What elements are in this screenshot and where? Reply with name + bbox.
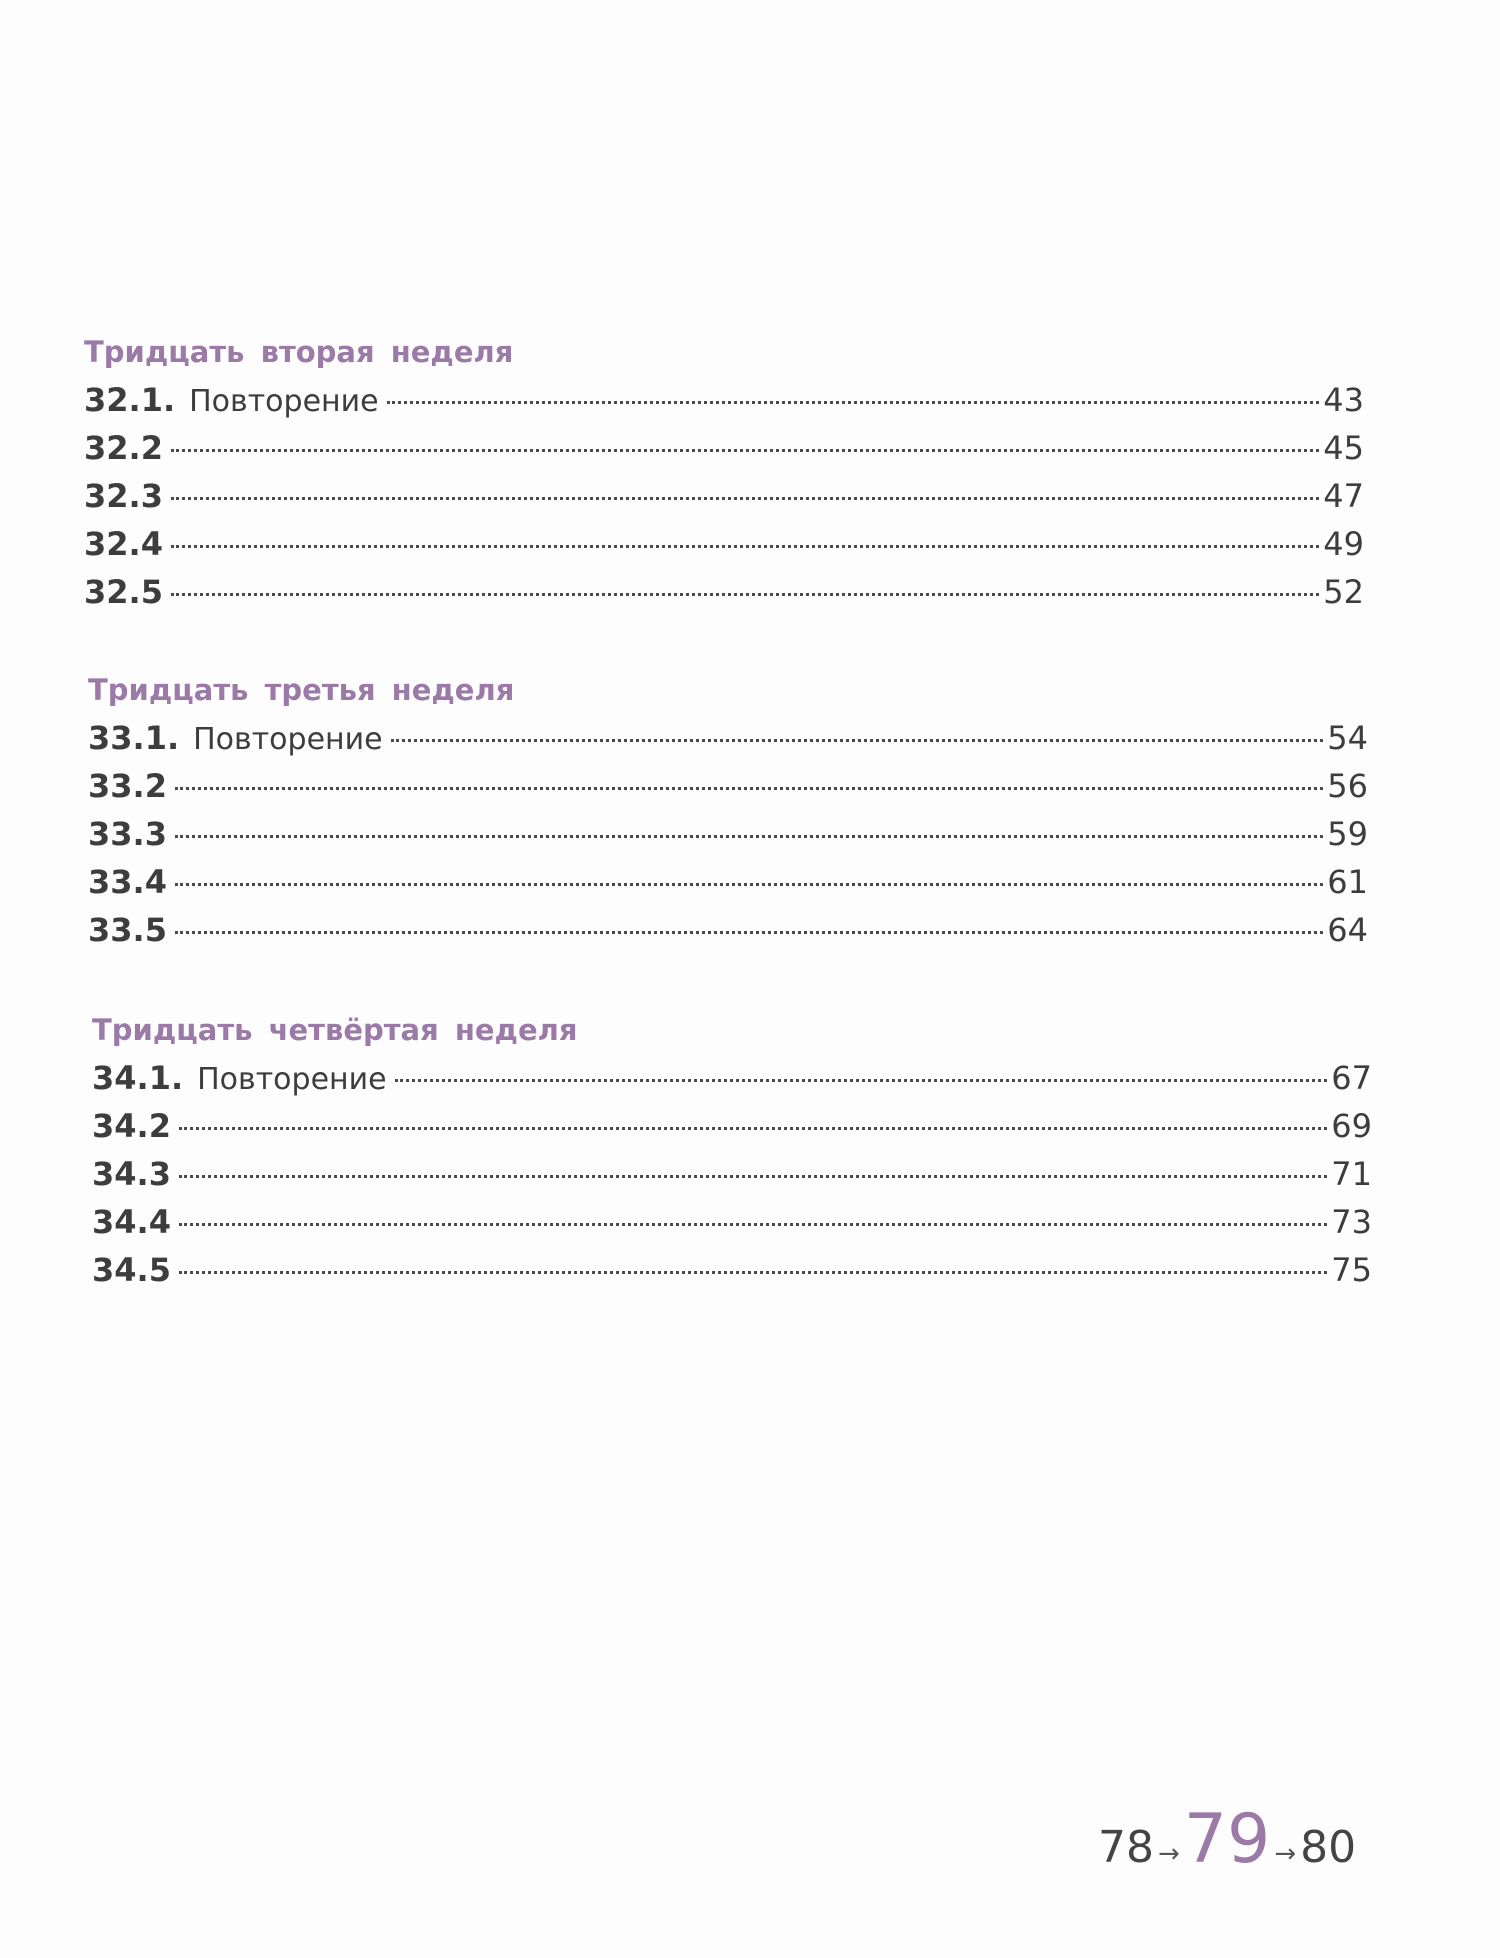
toc-section-week-32: [84, 330, 1364, 616]
dot-leader: [175, 930, 1323, 934]
toc-entry[interactable]: [92, 1102, 1372, 1150]
dot-leader: [179, 1174, 1327, 1178]
entry-title: Повторение: [197, 1062, 387, 1097]
section-title: Тридцать вторая неделя: [84, 335, 514, 369]
entry-page-number: 69: [1331, 1107, 1372, 1145]
entry-page-number: 49: [1323, 525, 1364, 563]
toc-entry[interactable]: [84, 568, 1364, 616]
toc-entry[interactable]: [92, 1198, 1372, 1246]
entry-page-number: 59: [1327, 815, 1368, 853]
section-title: Тридцать четвёртая неделя: [92, 1013, 578, 1047]
entry-number: 34.5: [92, 1251, 171, 1289]
entry-number: 33.3: [88, 815, 167, 853]
entry-page-number: 43: [1323, 381, 1364, 419]
entry-number: 34.2: [92, 1107, 171, 1145]
entry-page-number: 52: [1323, 573, 1364, 611]
entry-page-number: 73: [1331, 1203, 1372, 1241]
dot-leader: [171, 496, 1319, 500]
toc-entry[interactable]: [84, 376, 1364, 424]
dot-leader: [387, 400, 1320, 404]
dot-leader: [171, 592, 1319, 596]
entry-number: 32.1.: [84, 381, 176, 419]
dot-leader: [175, 882, 1323, 886]
entry-page-number: 54: [1327, 719, 1368, 757]
entry-page-number: 47: [1323, 477, 1364, 515]
next-page-number[interactable]: 80: [1300, 1822, 1357, 1873]
entry-title: Повторение: [193, 722, 383, 757]
entry-page-number: 71: [1331, 1155, 1372, 1193]
entry-number: 33.5: [88, 911, 167, 949]
toc-entry[interactable]: [88, 762, 1368, 810]
entry-page-number: 67: [1331, 1059, 1372, 1097]
toc-entry[interactable]: [92, 1150, 1372, 1198]
dot-leader: [171, 544, 1319, 548]
toc-entry[interactable]: [92, 1246, 1372, 1294]
entry-number: 32.2: [84, 429, 163, 467]
entry-number: 34.3: [92, 1155, 171, 1193]
entry-number: 32.4: [84, 525, 163, 563]
current-page-number: 79: [1183, 1800, 1271, 1879]
arrow-right-icon: →: [1158, 1839, 1180, 1869]
prev-page-number[interactable]: 78: [1098, 1822, 1154, 1873]
entry-number: 32.3: [84, 477, 163, 515]
entry-number: 33.4: [88, 863, 167, 901]
toc-entry[interactable]: [84, 472, 1364, 520]
arrow-right-icon: →: [1274, 1839, 1297, 1869]
entry-title: Повторение: [189, 384, 379, 419]
entry-page-number: 64: [1327, 911, 1368, 949]
toc-section-week-34: [92, 1008, 1372, 1294]
entry-page-number: 56: [1327, 767, 1368, 805]
entry-number: 34.1.: [92, 1059, 184, 1097]
dot-leader: [175, 786, 1323, 790]
entry-number: 32.5: [84, 573, 163, 611]
entry-number: 33.2: [88, 767, 167, 805]
entry-page-number: 61: [1327, 863, 1368, 901]
entry-number: 34.4: [92, 1203, 171, 1241]
entry-number: 33.1.: [88, 719, 180, 757]
toc-entry[interactable]: [88, 714, 1368, 762]
toc-entry[interactable]: [88, 858, 1368, 906]
toc-entry[interactable]: [84, 520, 1364, 568]
toc-entry[interactable]: [88, 810, 1368, 858]
dot-leader: [179, 1222, 1327, 1226]
toc-entry[interactable]: [84, 424, 1364, 472]
toc-entry[interactable]: [92, 1054, 1372, 1102]
entry-page-number: 45: [1323, 429, 1364, 467]
dot-leader: [175, 834, 1323, 838]
dot-leader: [179, 1126, 1327, 1130]
section-title: Тридцать третья неделя: [88, 673, 515, 707]
dot-leader: [395, 1078, 1328, 1082]
entry-page-number: 75: [1331, 1251, 1372, 1289]
dot-leader: [391, 738, 1324, 742]
toc-entry[interactable]: [88, 906, 1368, 954]
toc-section-week-33: [88, 668, 1368, 954]
dot-leader: [171, 448, 1319, 452]
page-pagination: [1098, 1800, 1356, 1890]
dot-leader: [179, 1270, 1327, 1274]
